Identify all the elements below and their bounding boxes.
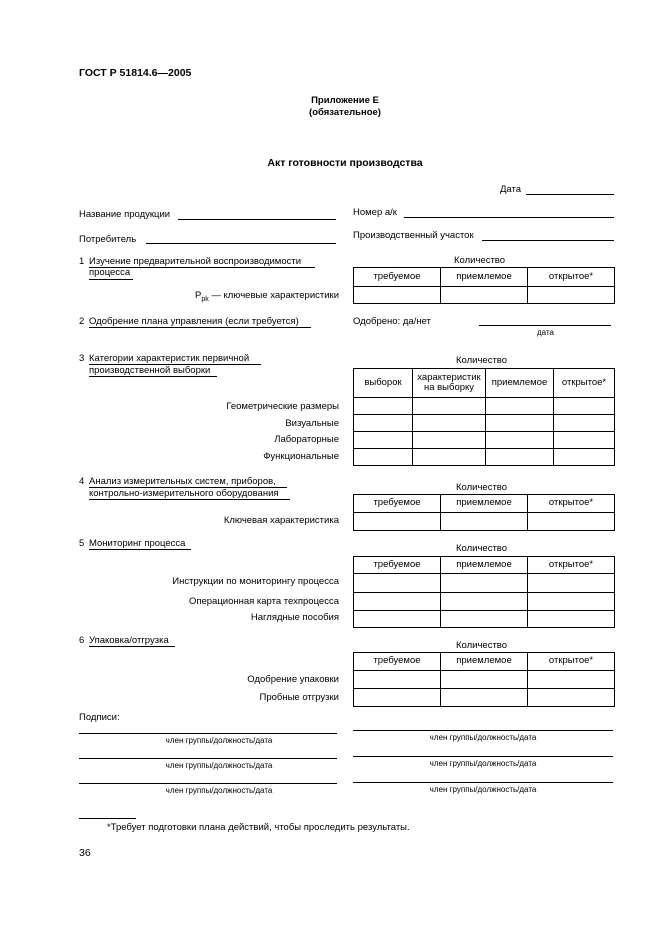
- date-line[interactable]: [526, 194, 614, 195]
- col-open: открытое*: [554, 369, 615, 398]
- cell[interactable]: [486, 449, 554, 466]
- table-row: [354, 611, 615, 628]
- product-name-line[interactable]: [178, 219, 336, 220]
- cell-required[interactable]: [354, 287, 441, 304]
- cell[interactable]: [486, 432, 554, 449]
- col-required: требуемое: [354, 557, 441, 574]
- cell[interactable]: [354, 449, 413, 466]
- signature-caption: член группы/должность/дата: [165, 786, 273, 795]
- table-row: [354, 689, 615, 707]
- col-acceptable: приемлемое: [441, 495, 528, 513]
- signature-caption: член группы/должность/дата: [165, 761, 273, 770]
- row-label-operation-card: Операционная карта техпроцесса: [188, 596, 339, 607]
- row-label-packaging-approval: Одобрение упаковки: [247, 674, 339, 685]
- col-characteristics: характеристик на выборку: [413, 369, 486, 398]
- col-open: открытое*: [528, 653, 615, 671]
- cell-acceptable[interactable]: [441, 287, 528, 304]
- cell[interactable]: [354, 593, 441, 611]
- section-4-underline-2: [89, 499, 290, 500]
- section-4-number: 4: [79, 476, 85, 487]
- section-2-underline: [89, 327, 311, 328]
- row-label-monitoring-instructions: Инструкции по мониторингу процесса: [172, 576, 339, 587]
- col-required: требуемое: [354, 495, 441, 513]
- cell[interactable]: [528, 689, 615, 707]
- cell[interactable]: [354, 415, 413, 432]
- cell[interactable]: [441, 671, 528, 689]
- cell[interactable]: [441, 593, 528, 611]
- approval-date-line[interactable]: [479, 325, 611, 326]
- cell[interactable]: [354, 574, 441, 593]
- cell[interactable]: [554, 398, 615, 415]
- row-label-functional: Функциональные: [263, 451, 339, 462]
- row-label-trial-shipments: Пробные отгрузки: [259, 692, 339, 703]
- cell[interactable]: [354, 513, 441, 531]
- table-row: [354, 671, 615, 689]
- col-required: требуемое: [354, 653, 441, 671]
- cell[interactable]: [413, 415, 486, 432]
- section-6-title: Упаковка/отгрузка: [89, 635, 169, 646]
- consumer-line[interactable]: [146, 243, 336, 244]
- page-number: 36: [79, 847, 91, 859]
- section-1-table: [353, 267, 615, 304]
- section-5-quantity-header: Количество: [456, 543, 508, 554]
- cell[interactable]: [441, 574, 528, 593]
- section-5-number: 5: [79, 538, 85, 549]
- section-3-quantity-header: Количество: [456, 355, 508, 366]
- section-1-underline-2: [89, 279, 133, 280]
- cell[interactable]: [486, 415, 554, 432]
- cell[interactable]: [554, 449, 615, 466]
- date-label: Дата: [500, 184, 522, 195]
- col-samples: выборок: [354, 369, 413, 398]
- cell[interactable]: [528, 574, 615, 593]
- annex-title: Приложение Е: [311, 95, 379, 106]
- signature-line[interactable]: [79, 758, 337, 759]
- signature-line[interactable]: [353, 756, 613, 757]
- section-2-number: 2: [79, 316, 85, 327]
- cell[interactable]: [528, 611, 615, 628]
- cell[interactable]: [528, 593, 615, 611]
- section-3-title-line2: производственной выборки: [89, 365, 211, 376]
- section-1-title-line2: процесса: [89, 267, 131, 278]
- section-3-table: [353, 368, 615, 466]
- row-label-key-characteristic: Ключевая характеристика: [223, 515, 339, 526]
- cell[interactable]: [441, 611, 528, 628]
- section-4-title-line1: Анализ измерительных систем, приборов,: [89, 476, 276, 487]
- col-acceptable: приемлемое: [441, 557, 528, 574]
- table-row: [354, 449, 615, 466]
- cell[interactable]: [528, 671, 615, 689]
- row-label-visual-aids: Наглядные пособия: [250, 612, 339, 623]
- section-3-underline-2: [89, 376, 217, 377]
- col-acceptable: приемлемое: [441, 653, 528, 671]
- production-area-label: Производственный участок: [353, 230, 474, 241]
- col-open: открытое*: [528, 268, 615, 287]
- signature-caption: член группы/должность/дата: [429, 759, 537, 768]
- cell[interactable]: [528, 513, 615, 531]
- table-row: [354, 398, 615, 415]
- product-name-label: Название продукции: [79, 209, 171, 220]
- document-title: Акт готовности производства: [267, 157, 423, 169]
- cell[interactable]: [354, 432, 413, 449]
- col-open: открытое*: [528, 495, 615, 513]
- standard-number: ГОСТ Р 51814.6—2005: [79, 67, 192, 79]
- table-row: [354, 513, 615, 531]
- consumer-label: Потребитель: [79, 234, 137, 245]
- signature-line[interactable]: [79, 733, 337, 734]
- annex-subtitle: (обязательное): [309, 107, 381, 118]
- cell[interactable]: [354, 671, 441, 689]
- table-row: [354, 593, 615, 611]
- section-1-number: 1: [79, 256, 85, 267]
- cell[interactable]: [413, 398, 486, 415]
- production-area-line[interactable]: [482, 240, 614, 241]
- approved-label: Одобрено: да/нет: [353, 316, 431, 327]
- footnote: *Требует подготовки плана действий, чтобы проследить результаты.: [107, 822, 410, 833]
- row-label-geometric: Геометрические размеры: [226, 401, 339, 412]
- row-label-laboratory: Лабораторные: [274, 434, 339, 445]
- signature-line[interactable]: [353, 782, 613, 783]
- cell[interactable]: [554, 432, 615, 449]
- signature-caption: член группы/должность/дата: [429, 733, 537, 742]
- footnote-separator: [79, 818, 136, 819]
- cell[interactable]: [554, 415, 615, 432]
- table-row: [354, 432, 615, 449]
- row-label-visual: Визуальные: [285, 418, 339, 429]
- section-4-table: [353, 494, 615, 531]
- col-acceptable: приемлемое: [441, 268, 528, 287]
- signature-caption: член группы/должность/дата: [429, 785, 537, 794]
- section-1-title-line1: Изучение предварительной воспроизводимости: [89, 256, 302, 267]
- section-5-underline: [89, 549, 191, 550]
- section-6-quantity-header: Количество: [456, 640, 508, 651]
- col-acceptable: приемлемое: [486, 369, 554, 398]
- section-6-underline: [89, 646, 175, 647]
- approval-date-caption: дата: [537, 328, 554, 337]
- section-1-row-label: $P_{pk}$ — ключевые характеристики: [194, 290, 339, 303]
- signature-line[interactable]: [79, 783, 337, 784]
- cell[interactable]: [441, 513, 528, 531]
- section-1-quantity-header: Количество: [454, 255, 506, 266]
- signature-caption: член группы/должность/дата: [165, 736, 273, 745]
- table-row: [354, 415, 615, 432]
- cell[interactable]: [354, 611, 441, 628]
- cell[interactable]: [413, 449, 486, 466]
- section-5-table: [353, 556, 615, 628]
- cell[interactable]: [354, 398, 413, 415]
- section-4-title-line2: контрольно-измерительного оборудования: [89, 488, 279, 499]
- part-number-line[interactable]: [404, 217, 614, 218]
- section-3-number: 3: [79, 353, 85, 364]
- cell-open[interactable]: [528, 287, 615, 304]
- col-required: требуемое: [354, 268, 441, 287]
- part-number-label: Номер а/к: [353, 207, 397, 218]
- section-6-table: [353, 652, 615, 707]
- cell[interactable]: [413, 432, 486, 449]
- table-row: [354, 287, 615, 304]
- section-5-title: Мониторинг процесса: [89, 538, 186, 549]
- signatures-label: Подписи:: [79, 712, 120, 723]
- signature-line[interactable]: [353, 730, 613, 731]
- cell[interactable]: [441, 689, 528, 707]
- col-open: открытое*: [528, 557, 615, 574]
- cell[interactable]: [354, 689, 441, 707]
- cell[interactable]: [486, 398, 554, 415]
- section-6-number: 6: [79, 635, 85, 646]
- section-4-quantity-header: Количество: [456, 482, 508, 493]
- section-2-title: Одобрение плана управления (если требуется): [89, 316, 299, 327]
- section-3-title-line1: Категории характеристик первичной: [89, 353, 250, 364]
- table-row: [354, 574, 615, 593]
